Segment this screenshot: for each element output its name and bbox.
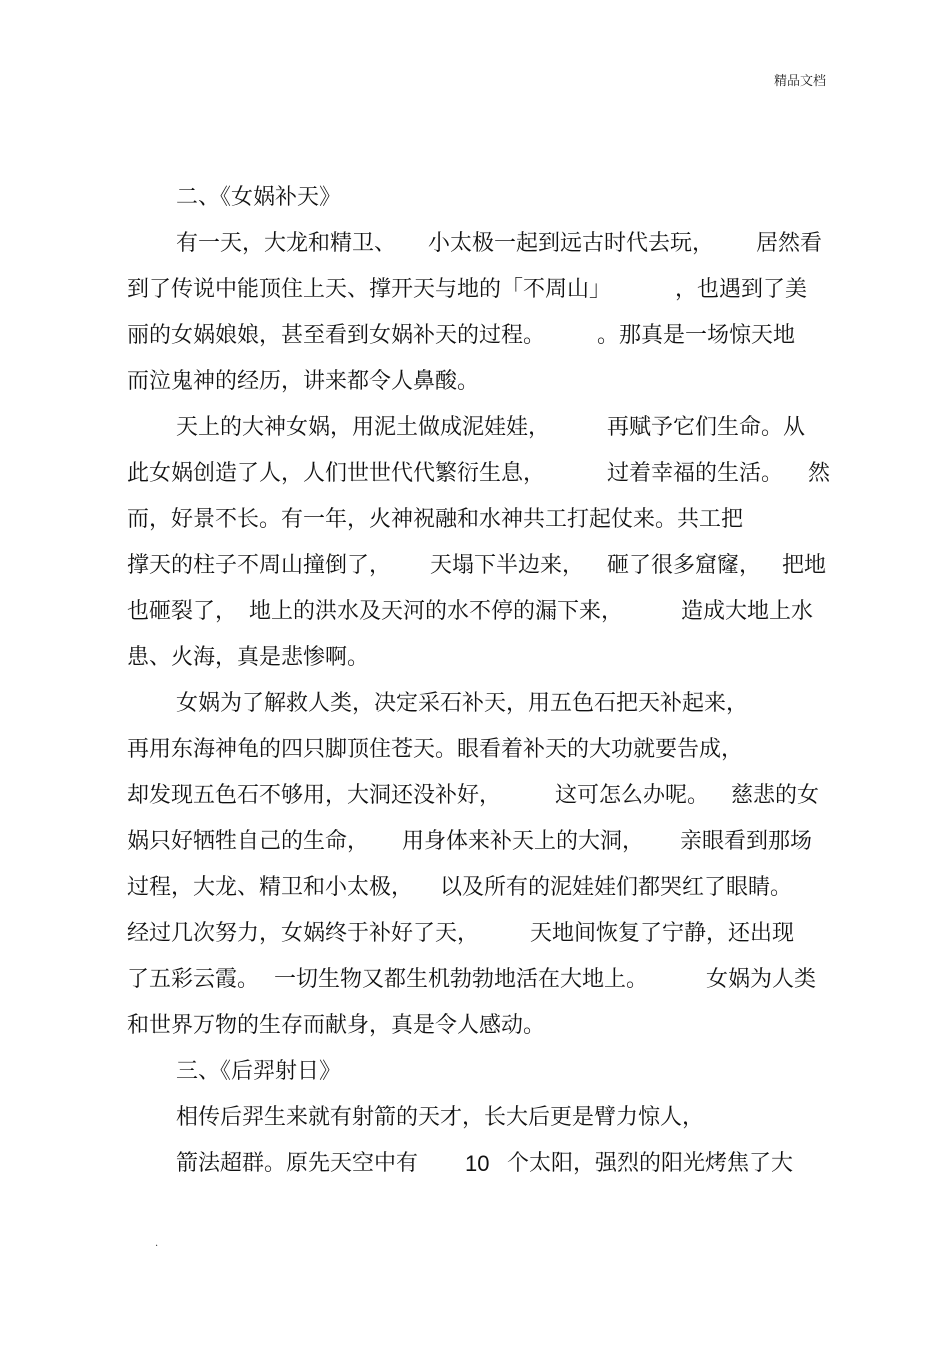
- text-segment: 箭法超群。原先天空中有: [176, 1151, 419, 1176]
- text-segment: 用身体来补天上的大洞，: [402, 829, 645, 854]
- text-segment: 造成大地上水: [681, 599, 814, 624]
- text-segment: 这可怎么办呢。: [555, 783, 710, 808]
- text-segment: 小太极一起到远古时代去玩，: [428, 231, 715, 256]
- footer-mark: .: [155, 1238, 159, 1249]
- text-line: [176, 689, 748, 719]
- text-line: [127, 597, 832, 627]
- text-segment: 然: [808, 461, 831, 486]
- text-segment: 天地间恢复了宁静，还出现: [530, 921, 795, 946]
- text-line: [127, 643, 369, 673]
- text-line: [127, 321, 827, 351]
- text-segment: 有一天，大龙和精卫、: [176, 231, 397, 256]
- text-line: [127, 1149, 807, 1179]
- text-segment: 撑天的柱子不周山撞倒了，: [127, 553, 392, 578]
- text-segment: 过程，大龙、精卫和小太极，: [127, 875, 414, 900]
- text-segment: 却发现五色石不够用，大洞还没补好，: [127, 783, 502, 808]
- text-line: [127, 735, 743, 765]
- text-segment: 到了传说中能顶住上天、撑开天与地的「不周山」: [127, 277, 612, 302]
- text-segment: 经过几次努力，女娲终于补好了天，: [127, 921, 480, 946]
- text-segment: 和世界万物的生存而献身，真是令人感动。: [127, 1013, 546, 1038]
- text-line: [127, 413, 827, 443]
- text-segment: 再用东海神龟的四只脚顶住苍天。眼看着补天的大功就要告成，: [127, 737, 744, 762]
- text-segment: 患、火海，真是悲惨啊。: [127, 645, 370, 670]
- text-segment: 女娲为人类: [706, 967, 817, 992]
- text-segment: 而泣鬼神的经历，讲来都令人鼻酸。: [127, 369, 480, 394]
- text-line: [127, 827, 827, 857]
- page-header: 精品文档: [773, 74, 826, 89]
- text-line: [127, 275, 827, 305]
- section-heading: [176, 183, 341, 213]
- text-line: [127, 459, 832, 489]
- text-segment: 。那真是一场惊天地: [597, 323, 796, 348]
- text-segment: 相传后羿生来就有射箭的天才，长大后更是臂力惊人，: [176, 1105, 705, 1130]
- text-line: [127, 781, 827, 811]
- text-segment: 以及所有的泥娃娃们都哭红了眼睛。: [440, 875, 793, 900]
- text-segment: 过着幸福的生活。: [607, 461, 784, 486]
- text-segment: 了五彩云霞。: [127, 967, 260, 992]
- text-line: [127, 505, 743, 535]
- text-segment: 慈悲的女: [731, 783, 820, 808]
- text-segment: 把地: [782, 553, 827, 578]
- text-segment: 居然看: [756, 231, 823, 256]
- text-segment: 亲眼看到那场: [680, 829, 813, 854]
- text-segment: 三、《后羿射日》: [176, 1059, 342, 1084]
- text-segment: 女娲为了解救人类，决定采石补天，用五色石把天补起来，: [176, 691, 749, 716]
- text-segment: 地上的洪水及天河的水不停的漏下来，: [249, 599, 624, 624]
- text-segment: 10: [465, 1151, 490, 1176]
- text-segment: 丽的女娲娘娘，甚至看到女娲补天的过程。: [127, 323, 546, 348]
- text-line: [127, 919, 827, 949]
- text-segment: 娲只好牺牲自己的生命，: [127, 829, 370, 854]
- text-segment: 再赋予它们生命。从: [607, 415, 806, 440]
- text-line: [127, 551, 832, 581]
- text-line: [176, 1103, 704, 1133]
- section-heading: [176, 1057, 341, 1087]
- text-segment: 一切生物又都生机勃勃地活在大地上。: [274, 967, 649, 992]
- text-segment: 也砸裂了，: [127, 599, 238, 624]
- text-segment: 天塌下半边来，: [430, 553, 585, 578]
- text-segment: 天上的大神女娲，用泥土做成泥娃娃，: [176, 415, 551, 440]
- text-line: [127, 367, 479, 397]
- text-segment: 此女娲创造了人，人们世世代代繁衍生息，: [127, 461, 546, 486]
- text-line: [127, 1011, 545, 1041]
- text-line: [127, 229, 827, 259]
- text-line: [127, 873, 827, 903]
- text-line: [127, 965, 827, 995]
- text-segment: 砸了很多窟窿，: [607, 553, 762, 578]
- text-segment: ，也遇到了美: [675, 277, 808, 302]
- text-segment: 而，好景不长。有一年，火神祝融和水神共工打起仗来。共工把: [127, 507, 744, 532]
- text-segment: 二、《女娲补天》: [176, 185, 342, 210]
- text-segment: 个太阳，强烈的阳光烤焦了大: [507, 1151, 794, 1176]
